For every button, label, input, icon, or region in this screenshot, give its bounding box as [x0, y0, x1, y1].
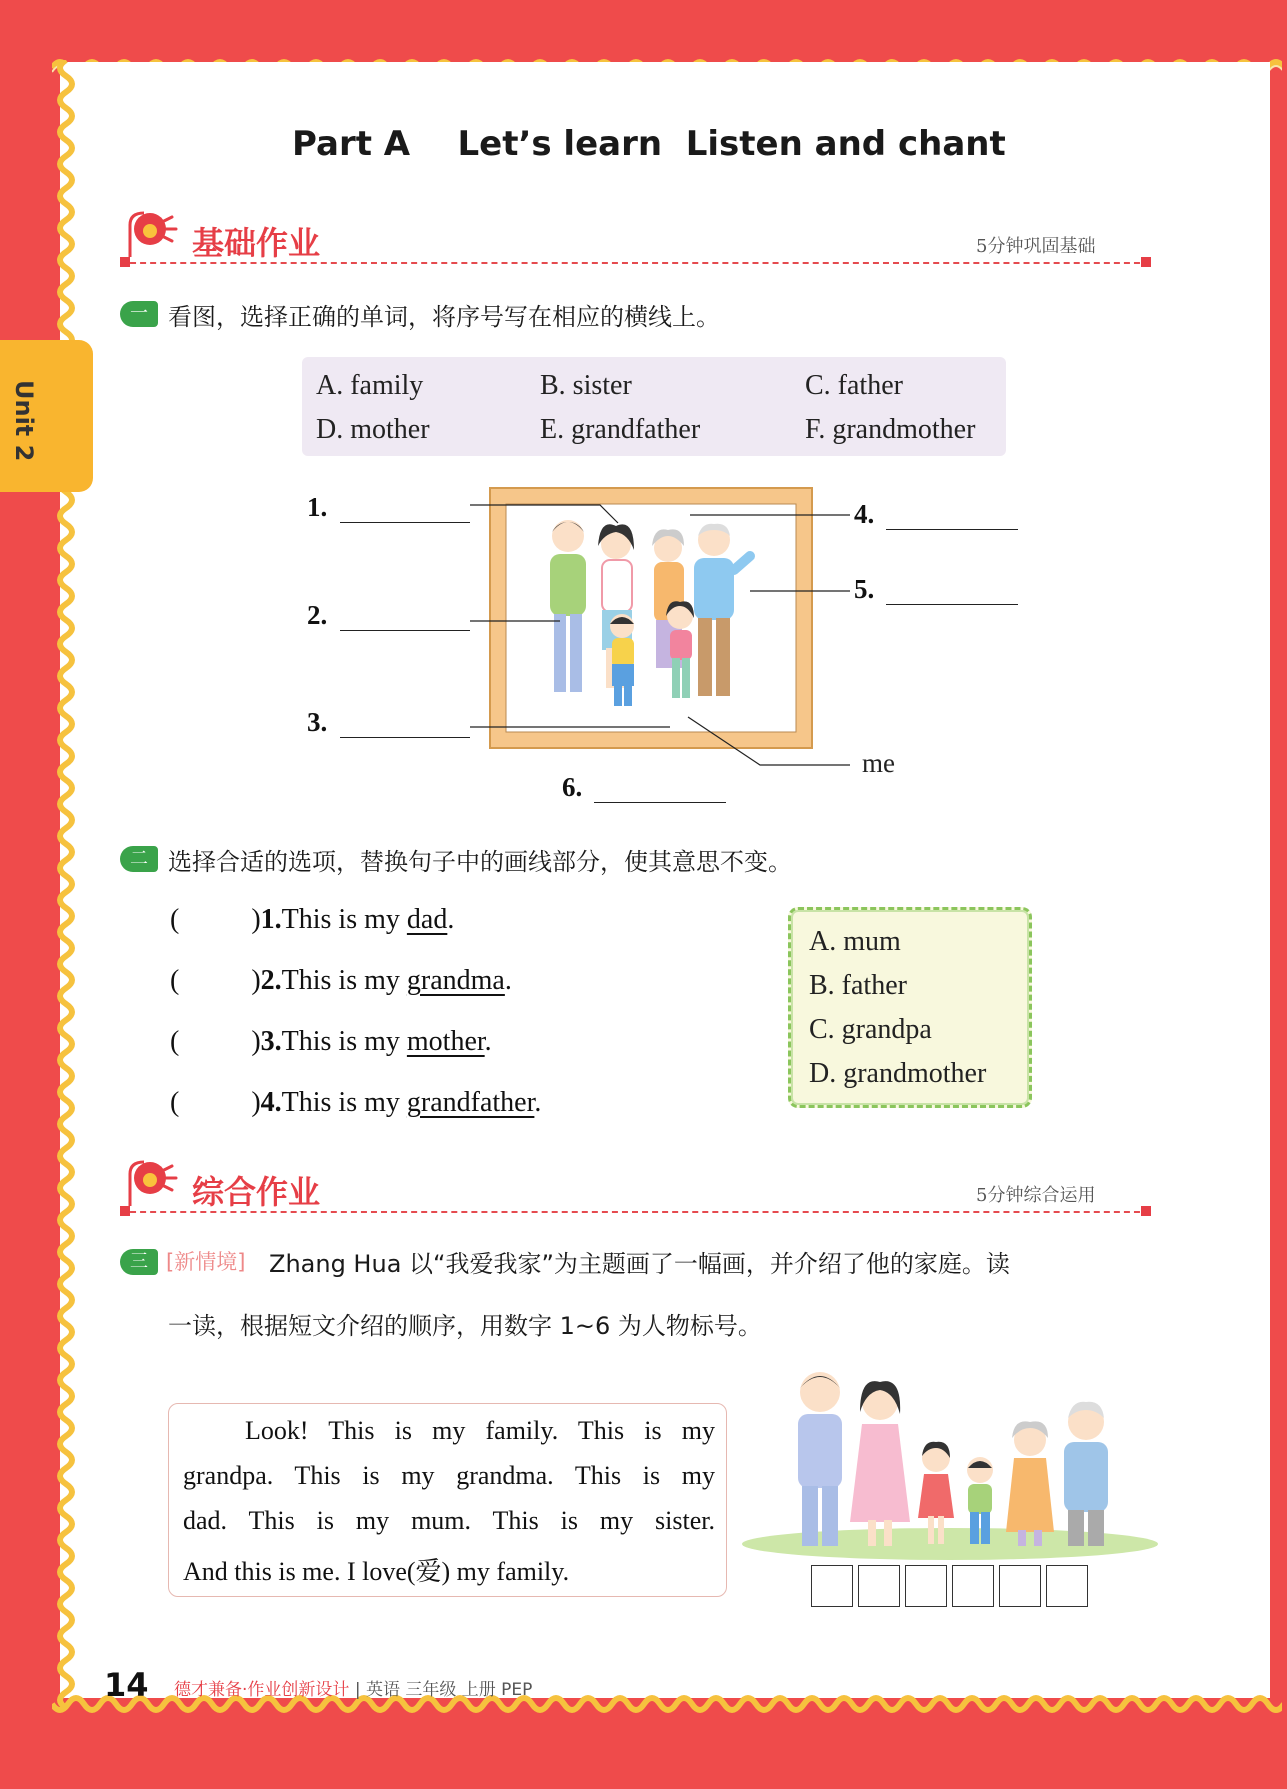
blank-label-3: 3. — [307, 707, 328, 737]
divider-endmark — [1141, 1206, 1151, 1216]
series-name: 德才兼备·作业创新设计 — [174, 1680, 350, 1700]
unit-tab — [0, 340, 93, 492]
section1-heading: 基础作业 — [192, 224, 321, 262]
q2-option: B. father — [809, 970, 907, 1001]
edition: PEP — [501, 1680, 533, 1700]
q3-badge: 三 — [120, 1249, 158, 1275]
q1-instruction: 看图，选择正确的单词，将序号写在相应的横线上。 — [168, 303, 720, 331]
footer-text: 德才兼备·作业创新设计 | 英语 三年级 上册 PEP — [174, 1680, 533, 1700]
section2-subtitle: 5分钟综合运用 — [976, 1185, 1096, 1206]
divider-endmark — [120, 1206, 130, 1216]
q2-option: D. grandmother — [809, 1058, 987, 1089]
answer-line-6[interactable] — [594, 802, 726, 803]
family-illustration — [740, 1362, 1160, 1562]
q2-option: A. mum — [809, 926, 901, 957]
passage-line: grandpa. This is my grandma. This is my — [183, 1461, 715, 1490]
order-box-3[interactable] — [905, 1565, 947, 1607]
q2-options-box — [788, 907, 1032, 1108]
q1-badge: 一 — [120, 301, 158, 327]
q2-item-1: ( )1.This is my dad. — [170, 904, 455, 935]
answer-paren[interactable]: ( — [170, 1026, 180, 1057]
answer-line-5[interactable] — [886, 604, 1018, 605]
order-box-2[interactable] — [858, 1565, 900, 1607]
passage-line: And this is me. I love(爱) my family. — [183, 1557, 570, 1586]
left-wavy-border — [48, 60, 78, 1710]
section1-divider — [120, 262, 1150, 264]
q3-instruction-line1: Zhang Hua 以“我爱我家”为主题画了一幅画，并介绍了他的家庭。读 — [269, 1250, 1010, 1278]
answer-line-2[interactable] — [340, 630, 470, 631]
lamp-icon — [120, 207, 182, 259]
blank-label-4: 4. — [854, 499, 875, 529]
q2-item-3: ( )3.This is my mother. — [170, 1026, 492, 1057]
answer-paren[interactable]: ( — [170, 965, 180, 996]
order-box-6[interactable] — [1046, 1565, 1088, 1607]
q3-tag: [新情境] — [166, 1250, 246, 1274]
divider-endmark — [1141, 257, 1151, 267]
word-option: F. grandmother — [805, 414, 976, 445]
reading-passage — [168, 1403, 727, 1597]
q2-item-4: ( )4.This is my grandfather. — [170, 1087, 542, 1118]
passage-line: Look! This is my family. This is my — [245, 1416, 715, 1445]
me-label: me — [862, 748, 895, 778]
grade: 三年级 — [405, 1680, 457, 1700]
blank-label-2: 2. — [307, 600, 328, 630]
word-option: A. family — [316, 370, 424, 401]
label-leader-lines — [470, 495, 860, 775]
page-number: 14 — [104, 1666, 149, 1704]
q2-option: C. grandpa — [809, 1014, 932, 1045]
volume: 上册 — [461, 1680, 496, 1700]
section2-divider — [120, 1211, 1150, 1213]
blank-label-1: 1. — [307, 492, 328, 522]
answer-paren[interactable]: ( — [170, 904, 180, 935]
section2-heading: 综合作业 — [192, 1173, 321, 1211]
word-option: C. father — [805, 370, 903, 401]
order-box-5[interactable] — [999, 1565, 1041, 1607]
answer-line-4[interactable] — [886, 529, 1018, 530]
word-option: E. grandfather — [540, 414, 701, 445]
lamp-icon — [120, 1156, 182, 1208]
answer-line-1[interactable] — [340, 522, 470, 523]
blank-label-6: 6. — [562, 772, 583, 802]
q2-item-2: ( )2.This is my grandma. — [170, 965, 512, 996]
unit-tab-label: Unit 2 — [10, 380, 38, 462]
divider-endmark — [120, 257, 130, 267]
order-box-4[interactable] — [952, 1565, 994, 1607]
q3-instruction-line2: 一读，根据短文介绍的顺序，用数字 1~6 为人物标号。 — [168, 1312, 762, 1340]
q2-badge: 二 — [120, 846, 158, 872]
word-option: D. mother — [316, 414, 430, 445]
blank-label-5: 5. — [854, 574, 875, 604]
subject: 英语 — [365, 1680, 400, 1700]
word-option: B. sister — [540, 370, 632, 401]
q2-instruction: 选择合适的选项，替换句子中的画线部分，使其意思不变。 — [168, 848, 792, 876]
order-box-1[interactable] — [811, 1565, 853, 1607]
section1-subtitle: 5分钟巩固基础 — [976, 236, 1096, 257]
page-title: Part A Let’s learn Listen and chant — [292, 124, 1006, 164]
passage-line: dad. This is my mum. This is my sister. — [183, 1506, 715, 1535]
answer-paren[interactable]: ( — [170, 1087, 180, 1118]
answer-line-3[interactable] — [340, 737, 470, 738]
